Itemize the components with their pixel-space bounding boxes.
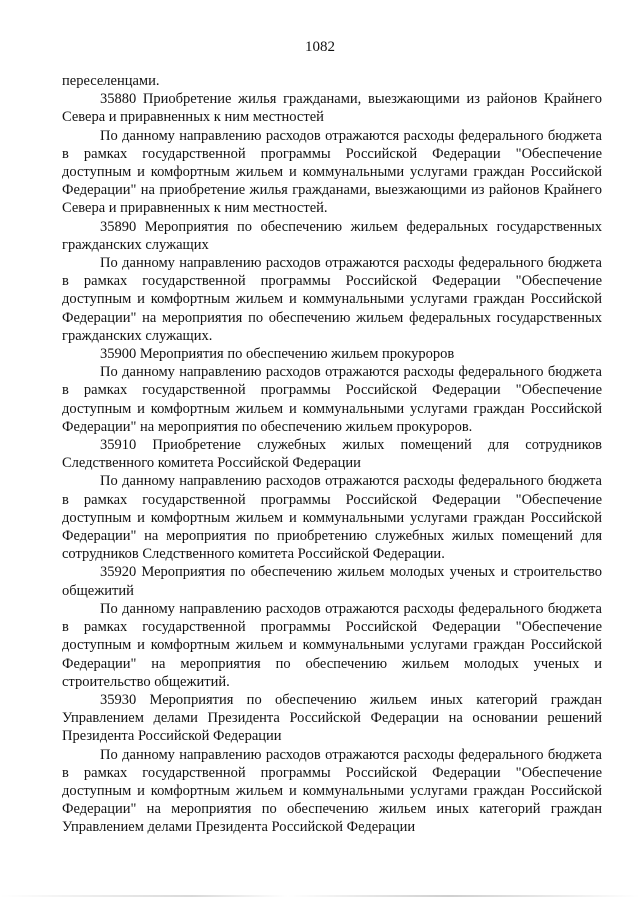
description-35900: По данному направлению расходов отражаются расходы федерального бюджета в рамках государственной программы Российской Федерации "Обеспечение доступным и комфортным жильем и коммунальными услугами граждан Российской Федерации" на мероприятия по обеспечению жильем прокуроров.	[62, 364, 602, 435]
heading-35930: 35930 Мероприятия по обеспечению жильем иных категорий граждан Управлением делами Президента Российской Федерации на основании решений Президента Российской Федерации	[62, 691, 602, 745]
heading-35900: 35900 Мероприятия по обеспечению жильем прокуроров	[100, 346, 455, 363]
heading-35890: 35890 Мероприятия по обеспечению жильем федеральных государственных гражданских служащих	[62, 218, 602, 253]
scan-edge-artifact	[0, 895, 640, 897]
heading-35910: 35910 Приобретение служебных жилых помещений для сотрудников Следственного комитета Российской Федерации	[62, 437, 602, 472]
page-number: 1082	[305, 39, 335, 55]
document-body	[62, 72, 602, 837]
heading-35880: 35880 Приобретение жилья гражданами, выезжающими из районов Крайнего Севера и приравненных к ним местностей	[62, 91, 602, 126]
paragraph-continuation: переселенцами.	[62, 73, 160, 89]
description-35890: По данному направлению расходов отражаются расходы федерального бюджета в рамках государственной программы Российской Федерации "Обеспечение доступным и комфортным жильем и коммунальными услугами граждан Российской Федерации" на мероприятия по обеспечению жильем федеральных государственных гражданских служащих.	[62, 255, 602, 344]
description-35920: По данному направлению расходов отражаются расходы федерального бюджета в рамках государственной программы Российской Федерации "Обеспечение доступным и комфортным жильем и коммунальными услугами граждан Российской Федерации" на мероприятия по обеспечению жильем молодых ученых и строительство общежитий.	[62, 600, 602, 690]
description-35880: По данному направлению расходов отражаются расходы федерального бюджета в рамках государственной программы Российской Федерации "Обеспечение доступным и комфортным жильем и коммунальными услугами граждан Российской Федерации" на приобретение жилья гражданами, выезжающими из районов Крайнего Севера и приравненных к ним местностей.	[62, 127, 602, 217]
description-35930: По данному направлению расходов отражаются расходы федерального бюджета в рамках государственной программы Российской Федерации "Обеспечение доступным и комфортным жильем и коммунальными услугами граждан Российской Федерации" на мероприятия по обеспечению жильем иных категорий граждан Управлением делами Президента Российской Федерации	[62, 746, 602, 836]
description-35910: По данному направлению расходов отражаются расходы федерального бюджета в рамках государственной программы Российской Федерации "Обеспечение доступным и комфортным жильем и коммунальными услугами граждан Российской Федерации" на мероприятия по приобретению служебных жилых помещений для сотрудников Следственного комитета Российской Федерации.	[62, 473, 602, 563]
heading-35920: 35920 Мероприятия по обеспечению жильем молодых ученых и строительство общежитий	[62, 564, 602, 599]
